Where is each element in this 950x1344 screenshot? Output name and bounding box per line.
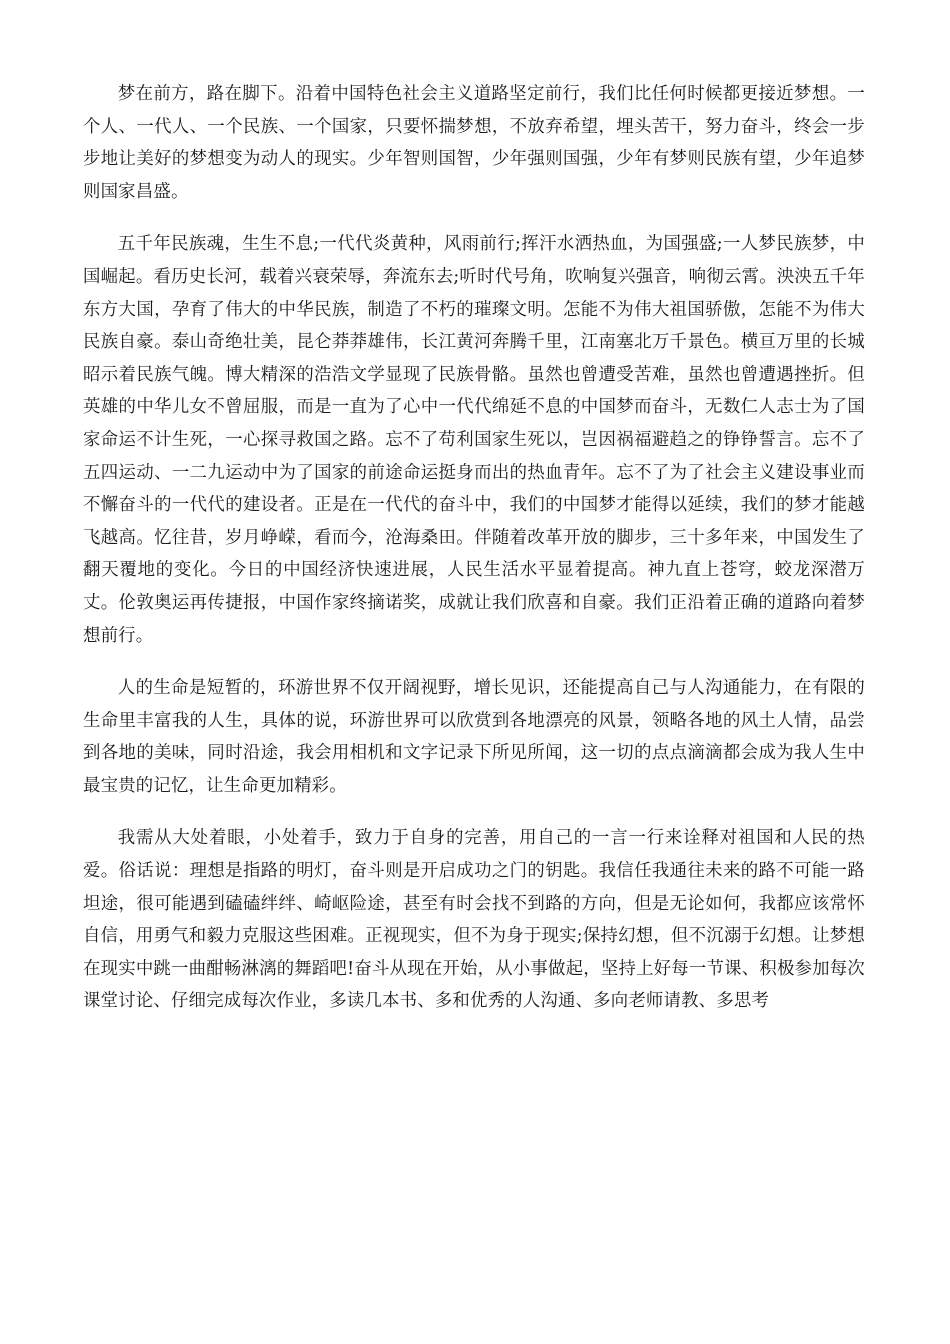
- paragraph-2: 五千年民族魂，生生不息;一代代炎黄种，风雨前行;挥汗水洒热血，为国强盛;一人梦民族梦，中国崛起。看历史长河，载着兴衰荣辱，奔流东去;听时代号角，吹响复兴强音，响彻云霄。泱泱五千年东方大国，孕育了伟大的中华民族，制造了不朽的璀璨文明。怎能不为伟大祖国骄傲，怎能不为伟大民族自豪。泰山奇绝壮美，昆仑莽莽雄伟，长江黄河奔腾千里，江南塞北万千景色。横亘万里的长城昭示着民族气魄。博大精深的浩浩文学显现了民族骨骼。虽然也曾遭受苦难，虽然也曾遭遇挫折。但英雄的中华儿女不曾屈服，而是一直为了心中一代代绵延不息的中国梦而奋斗，无数仁人志士为了国家命运不计生死，一心探寻救国之路。忘不了苟利国家生死以，岂因祸福避趋之的铮铮誓言。忘不了五四运动、一二九运动中为了国家的前途命运挺身而出的热血青年。忘不了为了社会主义建设事业而不懈奋斗的一代代的建设者。正是在一代代的奋斗中，我们的中国梦才能得以延续，我们的梦才能越飞越高。忆往昔，岁月峥嵘，看而今，沧海桑田。伴随着改革开放的脚步，三十多年来，中国发生了翻天覆地的变化。今日的中国经济快速进展，人民生活水平显着提高。神九直上苍穹，蛟龙深潜万丈。伦敦奥运再传捷报，中国作家终摘诺奖，成就让我们欣喜和自豪。我们正沿着正确的道路向着梦想前行。: [83, 234, 865, 646]
- document-body: [83, 78, 865, 1018]
- paragraph-1: 梦在前方，路在脚下。沿着中国特色社会主义道路坚定前行，我们比任何时候都更接近梦想。一个人、一代人、一个民族、一个国家，只要怀揣梦想，不放弃希望，埋头苦干，努力奋斗，终会一步步地让美好的梦想变为动人的现实。少年智则国智，少年强则国强，少年有梦则民族有望，少年追梦则国家昌盛。: [83, 84, 865, 202]
- paragraph-4: 我需从大处着眼，小处着手，致力于自身的完善，用自己的一言一行来诠释对祖国和人民的热爱。俗话说：理想是指路的明灯，奋斗则是开启成功之门的钥匙。我信任我通往未来的路不可能一路坦途，很可能遇到磕磕绊绊、崎岖险途，甚至有时会找不到路的方向，但是无论如何，我都应该常怀自信，用勇气和毅力克服这些困难。正视现实，但不为身于现实;保持幻想，但不沉溺于幻想。让梦想在现实中跳一曲酣畅淋漓的舞蹈吧!奋斗从现在开始，从小事做起，坚持上好每一节课、积极参加每次课堂讨论、仔细完成每次作业，多读几本书、多和优秀的人沟通、多向老师请教、多思考: [83, 828, 865, 1012]
- paragraph-3: 人的生命是短暂的，环游世界不仅开阔视野，增长见识，还能提高自己与人沟通能力，在有限的生命里丰富我的人生，具体的说，环游世界可以欣赏到各地漂亮的风景，领略各地的风土人情，品尝到各地的美味，同时沿途，我会用相机和文字记录下所见所闻，这一切的点点滴滴都会成为我人生中最宝贵的记忆，让生命更加精彩。: [83, 678, 865, 796]
